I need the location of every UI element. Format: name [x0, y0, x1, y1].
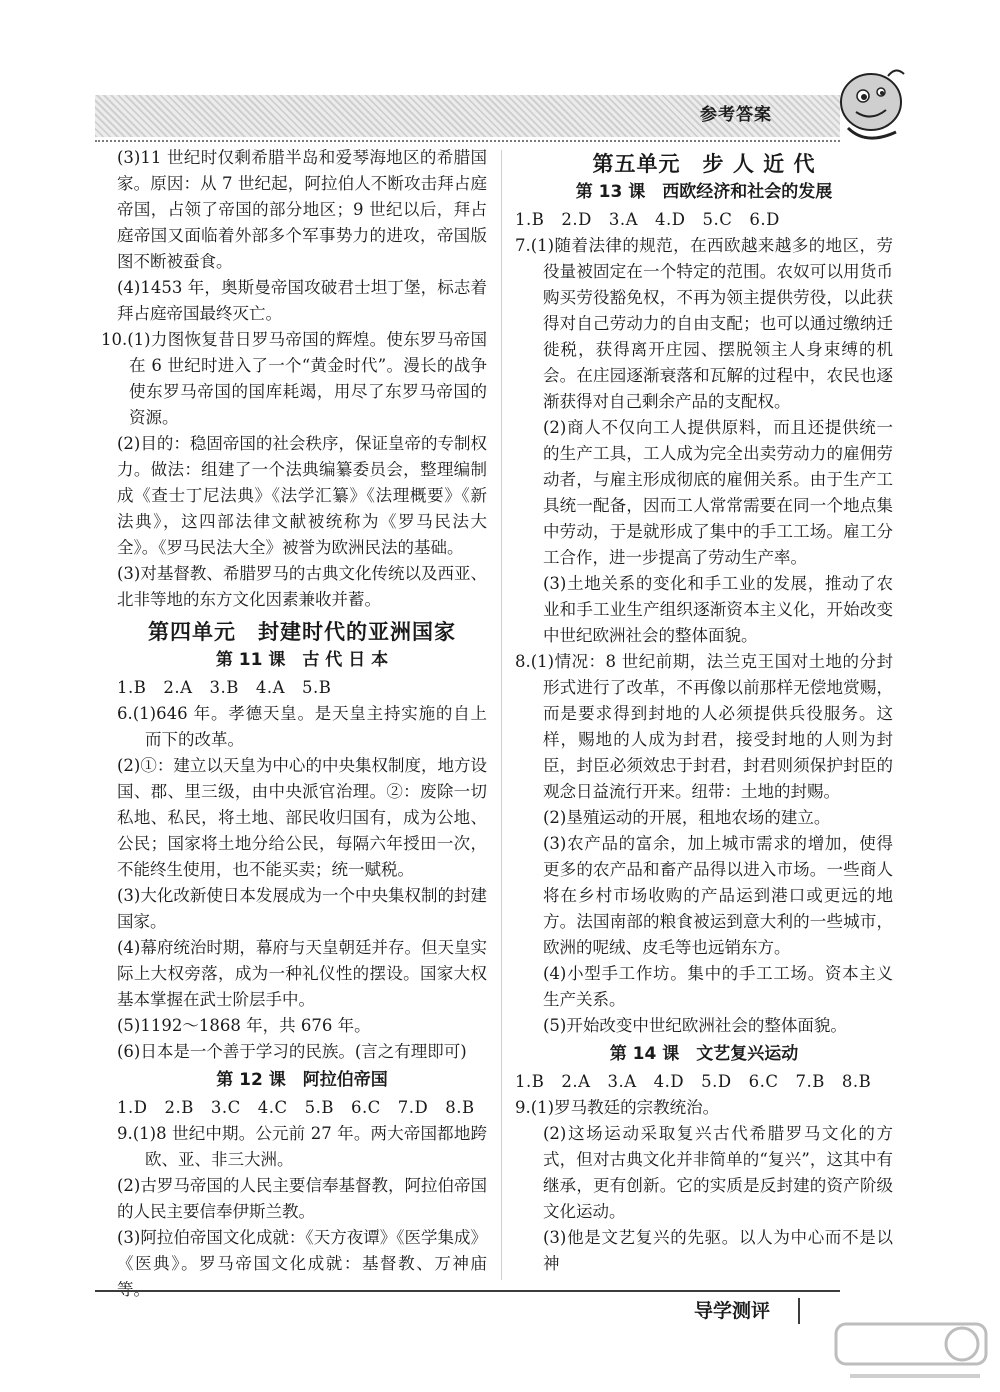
- answer-paragraph: (3)农产品的富余，加上城市需求的增加，使得更多的农产品和畜产品得以进入市场。一些商人将在乡村市场收购的产品运到港口或更远的地方。法国南部的粮食被运到意大利的一些城市，欧洲的呢绒、皮毛等也远销东方。: [543, 834, 893, 957]
- footer-rule: [95, 1290, 840, 1292]
- choice-answers: 1.B 2.A 3.A 4.D 5.D 6.C 7.B 8.B: [515, 1072, 872, 1091]
- answer-paragraph: (4)1453 年，奥斯曼帝国攻破君士坦丁堡，标志着拜占庭帝国最终灭亡。: [117, 278, 487, 323]
- answer-paragraph: (2)目的：稳固帝国的社会秩序，保证皇帝的专制权力。做法：组建了一个法典编纂委员会，整理编制成《查士丁尼法典》《法学汇纂》《法理概要》《新法典》，这四部法律文献被统称为《罗马民法大全》。《罗马民法大全》被誉为欧洲民法的基础。: [117, 434, 487, 557]
- answer-paragraph: (4)小型手工作坊。集中的手工工场。资本主义生产关系。: [543, 964, 893, 1009]
- answer-paragraph: (5)开始改变中世纪欧洲社会的整体面貌。: [543, 1016, 847, 1035]
- lesson-title: 第 12 课 阿拉伯帝国: [216, 1070, 388, 1090]
- answer-paragraph: (3)他是文艺复兴的先驱。以人为中心而不是以神: [543, 1228, 893, 1273]
- mascot-icon: [826, 62, 916, 152]
- right-column: [515, 145, 893, 1277]
- answer-paragraph: (3)阿拉伯帝国文化成就：《天方夜谭》《医学集成》《医典》。罗马帝国文化成就：基督教、万神庙等。: [117, 1228, 487, 1299]
- header-label: 参考答案: [700, 105, 772, 125]
- answer-paragraph: (4)幕府统治时期，幕府与天皇朝廷并存。但天皇实际上大权旁落，成为一种礼仪性的摆设。国家大权基本掌握在武士阶层手中。: [117, 938, 487, 1009]
- answer-paragraph: (5)1192～1868 年，共 676 年。: [117, 1016, 371, 1035]
- choice-answers: 1.B 2.A 3.B 4.A 5.B: [117, 678, 332, 697]
- question-answer: 9.(1)8 世纪中期。公元前 27 年。两大帝国都地跨欧、亚、非三大洲。: [117, 1124, 487, 1169]
- question-answer: 6.(1)646 年。孝德天皇。是天皇主持实施的自上而下的改革。: [117, 704, 487, 749]
- answer-paragraph: (2)古罗马帝国的人民主要信奉基督教，阿拉伯帝国的人民主要信奉伊斯兰教。: [117, 1176, 487, 1221]
- unit-title: 第五单元 步 人 近 代: [592, 152, 816, 176]
- choice-answers: 1.B 2.D 3.A 4.D 5.C 6.D: [515, 210, 780, 229]
- question-answer: 10.(1)力图恢复昔日罗马帝国的辉煌。使东罗马帝国在 6 世纪时进入了一个“黄金时代”。漫长的战争使东罗马帝国的国库耗竭，用尽了东罗马帝国的资源。: [101, 330, 487, 427]
- answer-paragraph: (2)这场运动采取复兴古代希腊罗马文化的方式，但对古典文化并非简单的“复兴”，这其中有继承，更有创新。它的实质是反封建的资产阶级文化运动。: [543, 1124, 893, 1221]
- question-answer: 9.(1)罗马教廷的宗教统治。: [515, 1098, 720, 1117]
- column-divider: [501, 150, 502, 1280]
- choice-answers: 1.D 2.B 3.C 4.C 5.B 6.C 7.D 8.B: [117, 1098, 475, 1117]
- unit-title: 第四单元 封建时代的亚洲国家: [148, 620, 456, 644]
- footer-label: 导学测评: [694, 1300, 771, 1322]
- answer-paragraph: (2)①：建立以天皇为中心的中央集权制度，地方设国、郡、里三级，由中央派官治理。②：废除一切私地、私民，将土地、部民收归国有，成为公地、公民；国家将土地分给公民，每隔六年授田一次，不能终生使用，也不能买卖；统一赋税。: [117, 756, 487, 879]
- lesson-title: 第 11 课 古 代 日 本: [215, 650, 389, 670]
- answer-paragraph: (2)商人不仅向工人提供原料，而且还提供统一的生产工具，工人成为完全出卖劳动力的雇佣劳动者，与雇主形成彻底的雇佣关系。由于生产工具统一配备，因而工人常常需要在同一个地点集中劳动，于是就形成了集中的手工工场。雇工分工合作，进一步提高了劳动生产率。: [543, 418, 893, 567]
- answer-paragraph: (2)垦殖运动的开展，租地农场的建立。: [543, 808, 831, 827]
- question-answer: 8.(1)情况：8 世纪前期，法兰克王国对土地的分封形式进行了改革，不再像以前那样无偿地赏赐，而是要求得到封地的人必须提供兵役服务。这样，赐地的人成为封君，接受封地的人则为封臣，封臣必须效忠于封君，封君则须保护封臣的观念日益流行开来。纽带：土地的封赐。: [515, 652, 893, 801]
- answer-paragraph: (3)大化改新使日本发展成为一个中央集权制的封建国家。: [117, 886, 487, 931]
- lesson-title: 第 14 课 文艺复兴运动: [609, 1044, 799, 1064]
- answer-paragraph: (3)11 世纪时仅剩希腊半岛和爱琴海地区的希腊国家。原因：从 7 世纪起，阿拉伯人不断攻击拜占庭帝国，占领了帝国的部分地区；9 世纪以后，拜占庭帝国又面临着外部多个军事势力的进攻，帝国版图不断被蚕食。: [117, 148, 487, 271]
- footer-bar: [798, 1298, 800, 1324]
- answer-paragraph: (3)对基督教、希腊罗马的古典文化传统以及西亚、北非等地的东方文化因素兼收并蓄。: [117, 564, 487, 609]
- header-dotted-rule: [95, 140, 840, 144]
- answer-paragraph: (6)日本是一个善于学习的民族。(言之有理即可): [117, 1042, 467, 1061]
- left-column: [101, 145, 487, 1303]
- answer-paragraph: (3)土地关系的变化和手工业的发展，推动了农业和手工业生产组织逐渐资本主义化，开始改变中世纪欧洲社会的整体面貌。: [543, 574, 893, 645]
- question-answer: 7.(1)随着法律的规范，在西欧越来越多的地区，劳役量被固定在一个特定的范围。农奴可以用货币购买劳役豁免权，不再为领主提供劳役，以此获得对自己劳动力的自由支配；也可以通过缴纳迁徙税，获得离开庄园、摆脱领主人身束缚的机会。在庄园逐渐衰落和瓦解的过程中，农民也逐渐获得对自己剩余产品的支配权。: [515, 236, 893, 411]
- watermark-logo-icon: [830, 1318, 1000, 1392]
- lesson-title: 第 13 课 西欧经济和社会的发展: [575, 182, 833, 202]
